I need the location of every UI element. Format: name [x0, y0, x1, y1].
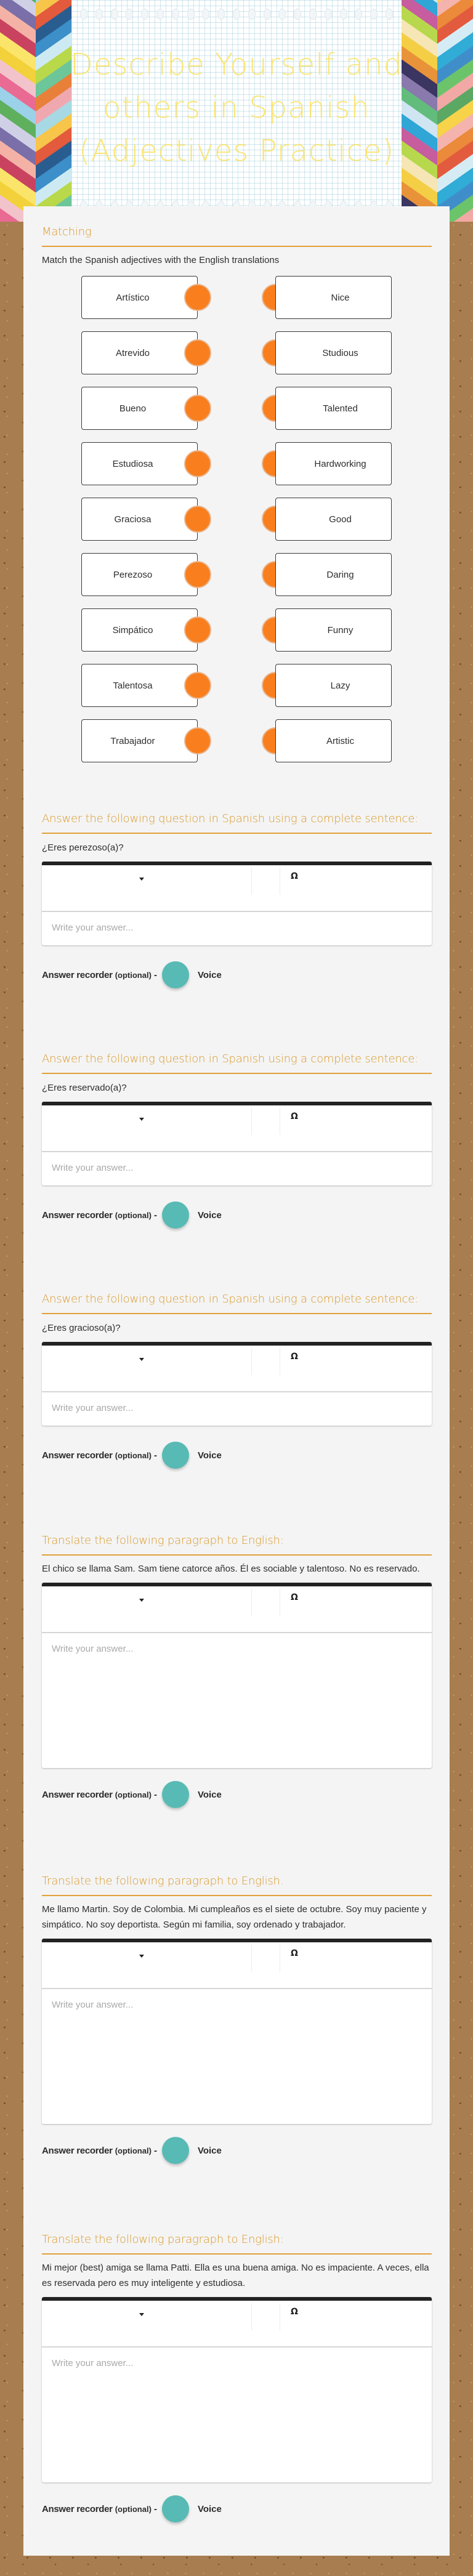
voice-label: Voice	[197, 2503, 222, 2514]
match-left-item[interactable]	[81, 442, 198, 485]
match-connector-dot[interactable]	[184, 672, 211, 699]
recorder-dash: -	[153, 1789, 157, 1800]
editor-toolbar	[42, 1346, 432, 1392]
match-row	[81, 498, 392, 541]
match-connector-dot[interactable]	[184, 339, 211, 366]
toolbar-separator	[251, 1348, 252, 1375]
record-button[interactable]	[162, 1781, 189, 1808]
match-connector-dot[interactable]	[184, 395, 211, 422]
binder-holes-top	[80, 9, 393, 20]
voice-label: Voice	[197, 969, 222, 980]
answer-editor	[42, 2297, 432, 2482]
answer-recorder	[42, 1201, 432, 1229]
dropdown-caret-icon[interactable]	[139, 1118, 144, 1121]
match-connector-dot[interactable]	[184, 450, 211, 477]
paragraph-text: El chico se llama Sam. Sam tiene catorce años. Él es sociable y talentoso. No es reservado.	[42, 1564, 420, 1574]
dropdown-caret-icon[interactable]	[139, 2313, 144, 2316]
match-connector-dot[interactable]	[184, 616, 211, 644]
question-prompt: ¿Eres gracioso(a)?	[42, 1323, 121, 1333]
answer-editor	[42, 1939, 432, 2124]
translation-section-1	[42, 1533, 432, 1808]
section-divider	[42, 2253, 432, 2255]
recorder-dash: -	[153, 1209, 157, 1221]
translation-section-3	[42, 2232, 432, 2522]
recorder-optional: (optional)	[115, 2504, 152, 2514]
paragraph-text: Me llamo Martin. Soy de Colombia. Mi cumpleaños es el siete de octubre. Soy muy paciente y simpático. No soy deportista. Según mi familia, soy ordenado y trabajador.	[42, 1904, 427, 1930]
section-divider	[42, 1895, 432, 1896]
dropdown-caret-icon[interactable]	[139, 1358, 144, 1361]
recorder-optional: (optional)	[115, 970, 152, 980]
recorder-label: Answer recorder	[42, 1789, 113, 1800]
section-heading: Answer the following question in Spanish using a complete sentence:	[42, 1293, 419, 1306]
voice-label: Voice	[197, 1450, 222, 1461]
dropdown-caret-icon[interactable]	[139, 1599, 144, 1602]
section-divider	[42, 246, 432, 247]
match-row	[81, 387, 392, 430]
recorder-optional: (optional)	[115, 2146, 152, 2155]
header-banner	[0, 0, 473, 222]
toolbar-separator	[251, 1108, 252, 1135]
match-connector-dot[interactable]	[184, 727, 211, 754]
answer-editor	[42, 1583, 432, 1768]
special-characters-icon[interactable]: Ω	[291, 1593, 298, 1602]
recorder-dash: -	[153, 969, 157, 980]
answer-recorder	[42, 2137, 432, 2164]
matching-instruction: Match the Spanish adjectives with the English translations	[42, 255, 280, 265]
answer-recorder	[42, 1781, 432, 1808]
special-characters-icon[interactable]: Ω	[291, 1112, 298, 1121]
match-left-item[interactable]	[81, 719, 198, 762]
match-row	[81, 331, 392, 374]
answer-editor	[42, 1342, 432, 1426]
voice-label: Voice	[197, 2145, 222, 2156]
answer-editor	[42, 1102, 432, 1185]
match-left-item[interactable]	[81, 664, 198, 707]
recorder-label: Answer recorder	[42, 2145, 113, 2156]
match-right-item[interactable]	[275, 276, 392, 319]
record-button[interactable]	[162, 1201, 189, 1229]
match-left-label: Atrevido	[115, 347, 150, 358]
match-left-item[interactable]	[81, 498, 198, 541]
special-characters-icon[interactable]: Ω	[291, 2307, 298, 2317]
section-divider	[42, 1554, 432, 1556]
section-heading: Translate the following paragraph to English.	[42, 1875, 284, 1888]
voice-label: Voice	[197, 1789, 222, 1800]
section-divider	[42, 1073, 432, 1074]
section-divider	[42, 1313, 432, 1314]
editor-toolbar	[42, 2301, 432, 2348]
match-right-label: Funny	[327, 624, 354, 636]
section-heading: Matching	[42, 225, 92, 238]
record-button[interactable]	[162, 2137, 189, 2164]
answer-input[interactable]: Write your answer...	[52, 1644, 134, 1654]
match-connector-dot[interactable]	[184, 506, 211, 533]
match-right-label: Nice	[331, 292, 350, 303]
match-left-label: Trabajador	[110, 735, 155, 746]
section-heading: Answer the following question in Spanish using a complete sentence:	[42, 1052, 419, 1065]
toolbar-separator	[251, 1589, 252, 1616]
recorder-optional: (optional)	[115, 1450, 152, 1460]
match-left-label: Bueno	[119, 403, 147, 414]
match-right-label: Good	[329, 514, 352, 525]
answer-recorder	[42, 2495, 432, 2522]
dropdown-caret-icon[interactable]	[139, 1955, 144, 1958]
paragraph-text: Mi mejor (best) amiga se llama Patti. Ella es una buena amiga. No es impaciente. A veces, ella es reservada pero es muy inteligente y estudiosa.	[42, 2263, 429, 2288]
match-row	[81, 553, 392, 596]
match-row	[81, 442, 392, 485]
toolbar-separator	[251, 1945, 252, 1972]
match-right-label: Daring	[326, 569, 354, 580]
voice-label: Voice	[197, 1209, 222, 1221]
section-heading: Answer the following question in Spanish using a complete sentence:	[42, 812, 419, 825]
translation-section-2	[42, 1874, 432, 2164]
match-right-item[interactable]	[275, 387, 392, 430]
match-left-label: Artístico	[116, 292, 150, 303]
special-characters-icon[interactable]: Ω	[291, 1352, 298, 1362]
match-right-item[interactable]	[275, 664, 392, 707]
match-left-label: Simpático	[112, 624, 153, 636]
section-heading: Translate the following paragraph to English:	[42, 2233, 284, 2246]
recorder-dash: -	[153, 2145, 157, 2156]
record-button[interactable]	[162, 1442, 189, 1469]
record-button[interactable]	[162, 2495, 189, 2522]
question-section-2	[42, 1052, 432, 1229]
special-characters-icon[interactable]: Ω	[291, 871, 298, 881]
recorder-label: Answer recorder	[42, 969, 113, 980]
match-row	[81, 276, 392, 319]
recorder-label: Answer recorder	[42, 1450, 113, 1461]
match-right-label: Lazy	[330, 680, 350, 691]
special-characters-icon[interactable]: Ω	[291, 1948, 298, 1958]
match-right-label: Artistic	[326, 735, 354, 746]
recorder-dash: -	[153, 1450, 157, 1461]
match-left-item[interactable]	[81, 387, 198, 430]
match-row	[81, 608, 392, 652]
record-button[interactable]	[162, 961, 189, 988]
question-section-1	[42, 812, 432, 988]
match-row	[81, 719, 392, 762]
match-connector-dot[interactable]	[184, 561, 211, 588]
recorder-label: Answer recorder	[42, 1209, 113, 1221]
match-right-item[interactable]	[275, 719, 392, 762]
match-left-label: Estudiosa	[112, 458, 153, 469]
answer-input[interactable]: Write your answer...	[52, 1163, 134, 1173]
answer-input[interactable]: Write your answer...	[52, 2358, 134, 2368]
editor-toolbar	[42, 1942, 432, 1989]
match-left-item[interactable]	[81, 608, 198, 652]
match-right-item[interactable]	[275, 498, 392, 541]
toolbar-separator	[251, 868, 252, 895]
editor-toolbar	[42, 865, 432, 912]
recorder-dash: -	[153, 2503, 157, 2514]
answer-input[interactable]: Write your answer...	[52, 1403, 134, 1413]
match-right-item[interactable]	[275, 331, 392, 374]
toolbar-separator	[251, 2303, 252, 2330]
match-left-label: Talentosa	[113, 680, 153, 691]
answer-recorder	[42, 961, 432, 988]
answer-input[interactable]: Write your answer...	[52, 923, 134, 933]
answer-editor	[42, 862, 432, 945]
match-connector-dot[interactable]	[184, 284, 211, 311]
editor-toolbar	[42, 1586, 432, 1633]
recorder-optional: (optional)	[115, 1210, 152, 1220]
matching-section	[42, 225, 432, 268]
question-prompt: ¿Eres perezoso(a)?	[42, 842, 124, 853]
match-right-item[interactable]	[275, 608, 392, 652]
match-right-label: Talented	[323, 403, 358, 414]
question-section-3	[42, 1292, 432, 1469]
match-left-label: Graciosa	[114, 514, 152, 525]
section-divider	[42, 833, 432, 834]
match-left-label: Perezoso	[113, 569, 153, 580]
answer-recorder	[42, 1442, 432, 1469]
dropdown-caret-icon[interactable]	[139, 878, 144, 881]
recorder-label: Answer recorder	[42, 2503, 113, 2514]
question-prompt: ¿Eres reservado(a)?	[42, 1083, 127, 1093]
match-left-item[interactable]	[81, 553, 198, 596]
section-heading: Translate the following paragraph to English:	[42, 1534, 284, 1547]
match-right-item[interactable]	[275, 442, 392, 485]
match-row	[81, 664, 392, 707]
match-left-item[interactable]	[81, 331, 198, 374]
page-title: Describe Yourself and others in Spanish (Adjectives Practice)	[70, 47, 403, 168]
recorder-optional: (optional)	[115, 1790, 152, 1799]
match-right-label: Studious	[322, 347, 358, 358]
match-right-label: Hardworking	[314, 458, 366, 469]
match-right-item[interactable]	[275, 553, 392, 596]
answer-input[interactable]: Write your answer...	[52, 2000, 134, 2010]
worksheet-card	[23, 206, 450, 2556]
editor-toolbar	[42, 1105, 432, 1152]
match-left-item[interactable]	[81, 276, 198, 319]
